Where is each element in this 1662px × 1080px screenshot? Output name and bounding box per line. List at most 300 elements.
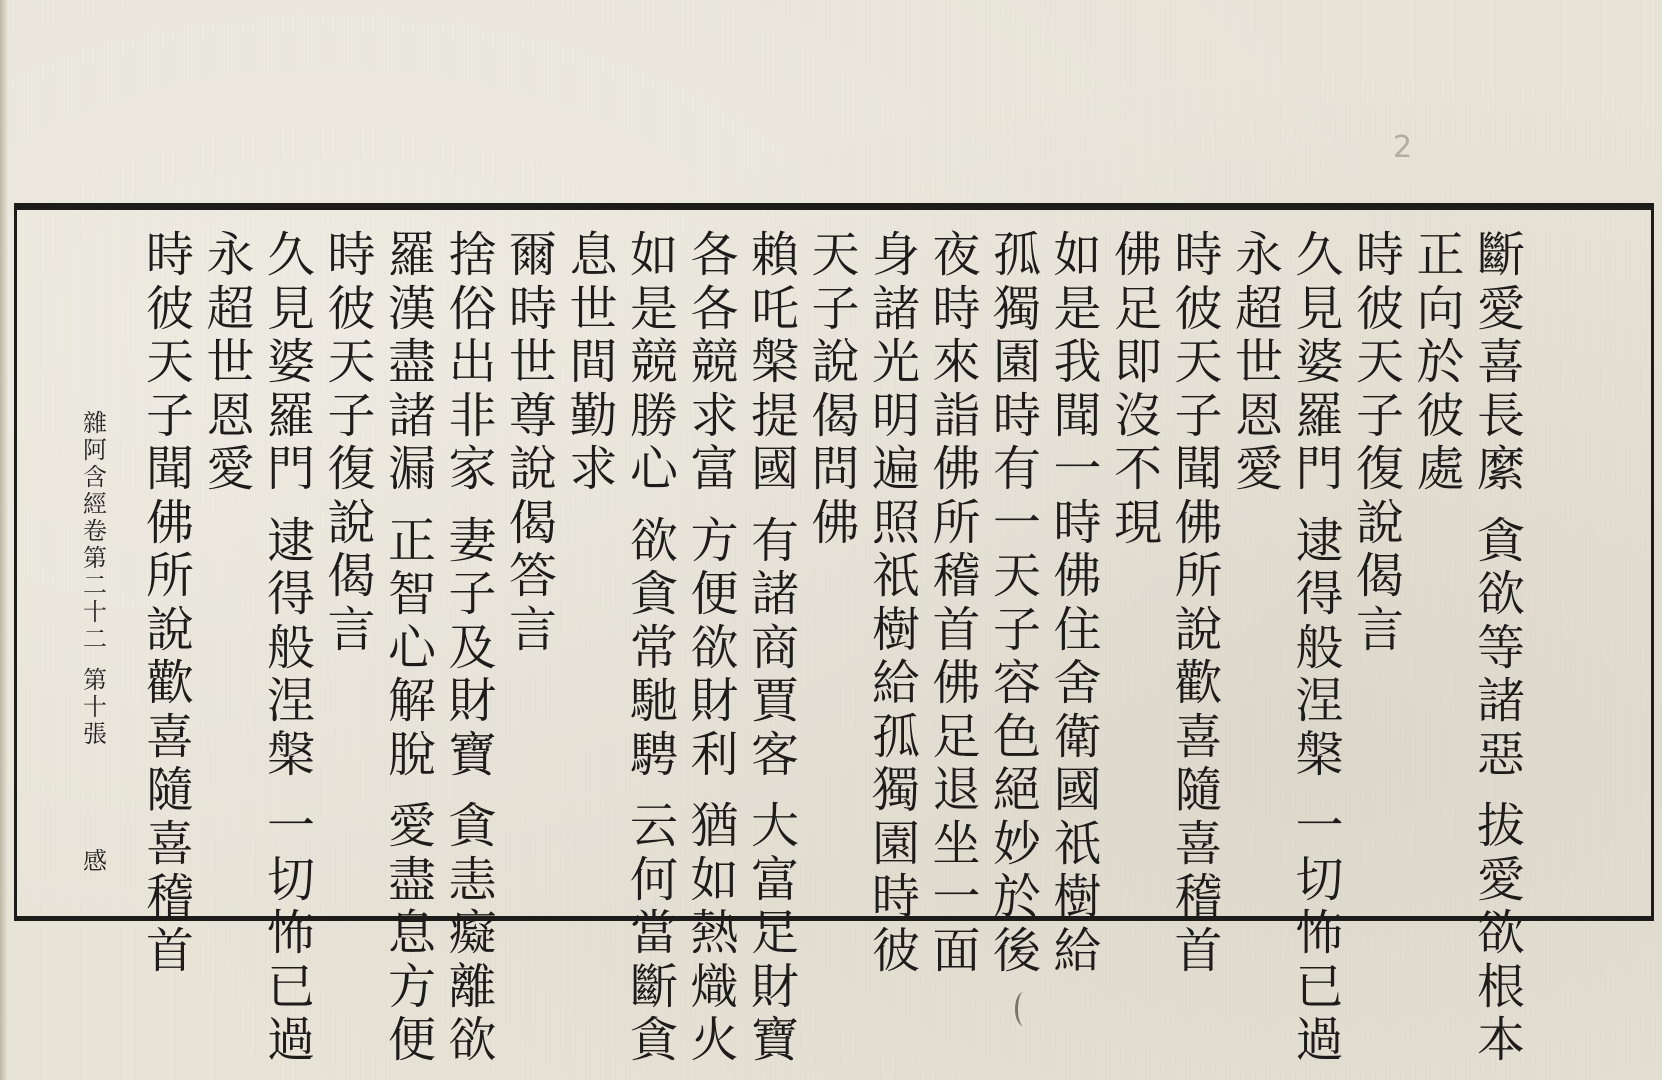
text-character: 愛 (387, 798, 436, 854)
text-character: 照 (871, 494, 920, 551)
text-character: 如 (1053, 227, 1102, 283)
note-character: 阿 (83, 436, 107, 464)
text-character: 斷 (629, 958, 678, 1015)
text-character: 聞 (1053, 387, 1102, 444)
text-character: 久 (1295, 227, 1344, 283)
text-character: 光 (871, 334, 920, 390)
text-character: 妻 (448, 512, 497, 569)
text-character: 便 (690, 566, 739, 622)
text-character: 一 (266, 798, 315, 854)
text-character: 當 (629, 905, 678, 961)
text-character: 愛 (206, 441, 255, 497)
text-character: 舍 (1053, 655, 1102, 711)
text-character: 財 (750, 958, 799, 1015)
text-column (442, 229, 504, 1068)
text-character: 一 (932, 869, 981, 925)
marginal-note (78, 410, 112, 875)
text-character: 國 (1053, 762, 1102, 818)
text-character: 一 (1053, 441, 1102, 497)
ink-smudge (1015, 992, 1032, 1026)
text-character: 身 (871, 227, 920, 283)
text-character: 言 (327, 601, 376, 658)
text-column (684, 229, 746, 1068)
text-character: 祇 (871, 548, 920, 604)
text-character: 妙 (992, 815, 1041, 872)
text-character: 大 (750, 798, 799, 854)
text-character: 各 (690, 227, 739, 283)
text-character: 喜 (1476, 334, 1525, 390)
text-character: 喜 (145, 708, 194, 765)
text-character: 彼 (145, 280, 194, 337)
text-character: 答 (508, 548, 557, 604)
text-character: 見 (266, 280, 315, 337)
text-character: 歡 (1174, 655, 1223, 711)
note-character: 十 (83, 598, 107, 626)
text-column (1470, 229, 1532, 1068)
text-character: 般 (1295, 619, 1344, 676)
text-character: 首 (932, 601, 981, 658)
text-character: 間 (569, 334, 618, 390)
text-character: 正 (387, 512, 436, 569)
page-fold-shadow (0, 0, 8, 1080)
text-column (1228, 229, 1290, 497)
text-character: 火 (690, 1012, 739, 1068)
text-character: 正 (1416, 227, 1465, 283)
text-character: 求 (569, 441, 618, 497)
text-character: 馳 (629, 673, 678, 729)
text-character: 歡 (145, 655, 194, 711)
text-character: 方 (690, 512, 739, 569)
text-character: 商 (750, 619, 799, 676)
text-character: 出 (448, 334, 497, 390)
text-character: 說 (811, 334, 860, 390)
text-character: 子 (811, 280, 860, 337)
text-character: 賴 (750, 227, 799, 283)
text-column (1349, 229, 1411, 657)
text-column (200, 229, 262, 497)
text-column (986, 229, 1048, 978)
text-column (744, 229, 806, 1068)
text-character: 羅 (1295, 387, 1344, 444)
text-character: 非 (448, 387, 497, 444)
text-character: 及 (448, 619, 497, 676)
text-character: 得 (266, 566, 315, 622)
text-character: 久 (266, 227, 315, 283)
text-character: 孤 (871, 708, 920, 765)
note-character: 雜 (83, 409, 107, 437)
text-character: 園 (992, 334, 1041, 390)
text-character: 首 (1174, 922, 1223, 979)
text-character: 逮 (1295, 512, 1344, 569)
text-character: 言 (1355, 601, 1404, 658)
text-character: 富 (690, 441, 739, 497)
text-character: 怖 (266, 905, 315, 961)
text-character: 佛 (1113, 227, 1162, 283)
text-character: 恩 (1234, 387, 1283, 444)
text-character: 說 (1355, 494, 1404, 551)
text-character: 熱 (690, 905, 739, 961)
text-character: 競 (690, 334, 739, 390)
text-character: 如 (629, 227, 678, 283)
text-column (260, 229, 322, 1068)
text-character: 貪 (1476, 512, 1525, 569)
text-character: 稽 (145, 869, 194, 925)
note-character: 含 (83, 463, 107, 491)
text-character: 隨 (1174, 762, 1223, 818)
text-character: 天 (327, 334, 376, 390)
text-character: 見 (1295, 280, 1344, 337)
text-column (502, 229, 564, 657)
text-column (381, 229, 443, 1068)
text-character: 天 (1355, 334, 1404, 390)
text-character: 縻 (1476, 441, 1525, 497)
text-character: 現 (1113, 494, 1162, 551)
text-character: 有 (992, 441, 1041, 497)
text-character: 心 (629, 441, 678, 497)
text-column (1047, 229, 1109, 978)
text-character: 佛 (932, 655, 981, 711)
text-character: 稽 (932, 548, 981, 604)
text-column (1410, 229, 1472, 497)
text-character: 喜 (1174, 708, 1223, 765)
text-character: 世 (569, 280, 618, 337)
note-character: 感 (83, 847, 107, 875)
text-character: 所 (932, 494, 981, 551)
text-character: 喜 (145, 815, 194, 872)
text-character: 獨 (871, 762, 920, 818)
text-character: 競 (629, 334, 678, 390)
text-character: 佛 (1174, 494, 1223, 551)
text-character: 欲 (1476, 905, 1525, 961)
note-character: 第 (83, 544, 107, 572)
text-character: 衛 (1053, 708, 1102, 765)
text-character: 方 (387, 958, 436, 1015)
text-character: 說 (145, 601, 194, 658)
text-character: 來 (932, 334, 981, 390)
text-character: 子 (327, 387, 376, 444)
note-character: 第 (83, 666, 107, 694)
pencil-annotation: 2 (1393, 130, 1413, 165)
text-character: 常 (629, 619, 678, 676)
text-character: 彼 (327, 280, 376, 337)
text-character: 偈 (811, 387, 860, 444)
text-character: 盡 (387, 334, 436, 390)
text-character: 根 (1476, 958, 1525, 1015)
text-character: 切 (266, 851, 315, 908)
text-character: 時 (992, 387, 1041, 444)
text-character: 諸 (750, 566, 799, 622)
text-character: 面 (932, 922, 981, 979)
text-character: 愛 (1476, 851, 1525, 908)
text-column (926, 229, 988, 978)
text-character: 即 (1113, 334, 1162, 390)
text-character: 國 (750, 441, 799, 497)
text-character: 所 (145, 548, 194, 604)
note-character: 張 (83, 720, 107, 748)
text-character: 猶 (690, 798, 739, 854)
text-character: 客 (750, 726, 799, 783)
text-character: 永 (1234, 227, 1283, 283)
text-character: 向 (1416, 280, 1465, 337)
text-character: 漢 (387, 280, 436, 337)
text-character: 貪 (629, 1012, 678, 1068)
text-character: 俗 (448, 280, 497, 337)
text-character: 騁 (629, 726, 678, 783)
text-character: 絕 (992, 762, 1041, 818)
text-character: 子 (448, 566, 497, 622)
text-column (1289, 229, 1351, 1068)
text-character: 槃 (1295, 726, 1344, 783)
text-character: 時 (932, 280, 981, 337)
text-character: 諸 (871, 280, 920, 337)
text-column (1168, 229, 1230, 978)
text-character: 智 (387, 566, 436, 622)
text-character: 給 (1053, 922, 1102, 979)
text-character: 惡 (1476, 726, 1525, 783)
text-character: 利 (690, 726, 739, 783)
text-character: 恚 (448, 851, 497, 908)
text-character: 詣 (932, 387, 981, 444)
text-character: 羅 (266, 387, 315, 444)
text-character: 吒 (750, 280, 799, 337)
text-character: 捨 (448, 227, 497, 283)
text-character: 財 (448, 673, 497, 729)
text-character: 問 (811, 441, 860, 497)
text-character: 欲 (690, 619, 739, 676)
note-character: 二 (83, 571, 107, 599)
text-character: 息 (569, 227, 618, 283)
text-character: 寶 (448, 726, 497, 783)
text-character: 勤 (569, 387, 618, 444)
text-character: 彼 (1174, 280, 1223, 337)
text-character: 時 (1355, 227, 1404, 283)
text-character: 勝 (629, 387, 678, 444)
text-character: 園 (871, 815, 920, 872)
text-character: 容 (992, 655, 1041, 711)
text-character: 拔 (1476, 798, 1525, 854)
text-column (1107, 229, 1169, 550)
text-character: 首 (145, 922, 194, 979)
text-character: 坐 (932, 815, 981, 872)
text-character: 祇 (1053, 815, 1102, 872)
text-character: 復 (1355, 441, 1404, 497)
text-character: 寶 (750, 1012, 799, 1068)
text-character: 斷 (1476, 227, 1525, 283)
text-character: 復 (327, 441, 376, 497)
text-column (623, 229, 685, 1068)
text-character: 子 (145, 387, 194, 444)
text-character: 求 (690, 387, 739, 444)
text-character: 婆 (266, 334, 315, 390)
text-character: 長 (1476, 387, 1525, 444)
text-character: 時 (145, 227, 194, 283)
text-character: 賈 (750, 673, 799, 729)
text-character: 不 (1113, 441, 1162, 497)
text-character: 涅 (266, 673, 315, 729)
text-character: 時 (508, 280, 557, 337)
text-character: 遍 (871, 441, 920, 497)
text-character: 已 (1295, 958, 1344, 1015)
text-character: 樹 (1053, 869, 1102, 925)
text-character: 心 (387, 619, 436, 676)
text-character: 貪 (629, 566, 678, 622)
text-character: 樹 (871, 601, 920, 658)
text-character: 足 (750, 905, 799, 961)
text-character: 足 (1113, 280, 1162, 337)
text-character: 本 (1476, 1012, 1525, 1068)
text-character: 離 (448, 958, 497, 1015)
text-character: 超 (206, 280, 255, 337)
text-character: 時 (327, 227, 376, 283)
text-character: 欲 (629, 512, 678, 569)
text-character: 癡 (448, 905, 497, 961)
text-character: 所 (1174, 548, 1223, 604)
text-character: 一 (1295, 798, 1344, 854)
text-character: 漏 (387, 441, 436, 497)
note-character: 二 (83, 625, 107, 653)
text-character: 等 (1476, 619, 1525, 676)
text-character: 解 (387, 673, 436, 729)
text-character: 尊 (508, 387, 557, 444)
text-character: 何 (629, 851, 678, 908)
text-character: 給 (871, 655, 920, 711)
text-character: 處 (1416, 441, 1465, 497)
text-character: 子 (992, 601, 1041, 658)
text-character: 足 (932, 708, 981, 765)
text-character: 是 (629, 280, 678, 337)
text-character: 說 (1174, 601, 1223, 658)
text-character: 便 (387, 1012, 436, 1068)
text-character: 愛 (1476, 280, 1525, 337)
text-character: 諸 (387, 387, 436, 444)
text-character: 超 (1234, 280, 1283, 337)
text-character: 羅 (387, 227, 436, 283)
text-character: 偈 (508, 494, 557, 551)
text-character: 佛 (932, 441, 981, 497)
text-character: 般 (266, 619, 315, 676)
text-character: 彼 (1355, 280, 1404, 337)
text-character: 時 (871, 869, 920, 925)
text-character: 子 (1174, 387, 1223, 444)
text-character: 諸 (1476, 673, 1525, 729)
text-character: 夜 (932, 227, 981, 283)
text-character: 天 (145, 334, 194, 390)
text-character: 明 (871, 387, 920, 444)
text-character: 孤 (992, 227, 1041, 283)
text-character: 時 (1174, 227, 1223, 283)
text-character: 欲 (448, 1012, 497, 1068)
text-character: 時 (1053, 494, 1102, 551)
text-column (865, 229, 927, 978)
text-character: 怖 (1295, 905, 1344, 961)
text-character: 聞 (1174, 441, 1223, 497)
text-character: 是 (1053, 280, 1102, 337)
text-character: 說 (508, 441, 557, 497)
text-character: 得 (1295, 566, 1344, 622)
text-character: 於 (1416, 334, 1465, 390)
text-character: 熾 (690, 958, 739, 1015)
text-character: 愛 (1234, 441, 1283, 497)
text-character: 天 (811, 227, 860, 283)
text-character: 色 (992, 708, 1041, 765)
text-character: 切 (1295, 851, 1344, 908)
text-character: 槃 (750, 334, 799, 390)
text-character: 聞 (145, 441, 194, 497)
text-character: 後 (992, 922, 1041, 979)
text-character: 子 (1355, 387, 1404, 444)
text-character: 隨 (145, 762, 194, 818)
note-character: 經 (83, 490, 107, 518)
text-character: 獨 (992, 280, 1041, 337)
text-character: 提 (750, 387, 799, 444)
text-character: 涅 (1295, 673, 1344, 729)
text-column (321, 229, 383, 657)
text-character: 富 (750, 851, 799, 908)
text-character: 永 (206, 227, 255, 283)
text-character: 世 (508, 334, 557, 390)
text-character: 喜 (1174, 815, 1223, 872)
text-character: 門 (266, 441, 315, 497)
text-character: 天 (992, 548, 1041, 604)
text-character: 稽 (1174, 869, 1223, 925)
text-character: 貪 (448, 798, 497, 854)
text-character: 偈 (327, 548, 376, 604)
text-column (805, 229, 867, 550)
text-character: 息 (387, 905, 436, 961)
text-character: 盡 (387, 851, 436, 908)
text-column (139, 229, 201, 978)
text-character: 佛 (1053, 548, 1102, 604)
text-character: 我 (1053, 334, 1102, 390)
text-character: 佛 (145, 494, 194, 551)
text-character: 沒 (1113, 387, 1162, 444)
text-character: 彼 (871, 922, 920, 979)
text-character: 過 (266, 1012, 315, 1068)
text-character: 於 (992, 869, 1041, 925)
text-character: 佛 (811, 494, 860, 551)
text-character: 世 (1234, 334, 1283, 390)
text-character: 爾 (508, 227, 557, 283)
note-character: 卷 (83, 517, 107, 545)
text-character: 有 (750, 512, 799, 569)
text-character: 云 (629, 798, 678, 854)
text-character: 如 (690, 851, 739, 908)
text-character: 恩 (206, 387, 255, 444)
text-character: 財 (690, 673, 739, 729)
text-character: 說 (327, 494, 376, 551)
text-character: 欲 (1476, 566, 1525, 622)
text-character: 門 (1295, 441, 1344, 497)
text-character: 住 (1053, 601, 1102, 658)
text-character: 言 (508, 601, 557, 658)
text-character: 過 (1295, 1012, 1344, 1068)
text-character: 婆 (1295, 334, 1344, 390)
text-character: 家 (448, 441, 497, 497)
text-character: 世 (206, 334, 255, 390)
text-character: 偈 (1355, 548, 1404, 604)
note-character: 十 (83, 693, 107, 721)
text-character: 天 (1174, 334, 1223, 390)
text-column (563, 229, 625, 497)
text-character: 彼 (1416, 387, 1465, 444)
text-character: 槃 (266, 726, 315, 783)
text-character: 退 (932, 762, 981, 818)
text-character: 各 (690, 280, 739, 337)
text-character: 已 (266, 958, 315, 1015)
text-character: 脫 (387, 726, 436, 783)
text-character: 一 (992, 494, 1041, 551)
text-character: 逮 (266, 512, 315, 569)
